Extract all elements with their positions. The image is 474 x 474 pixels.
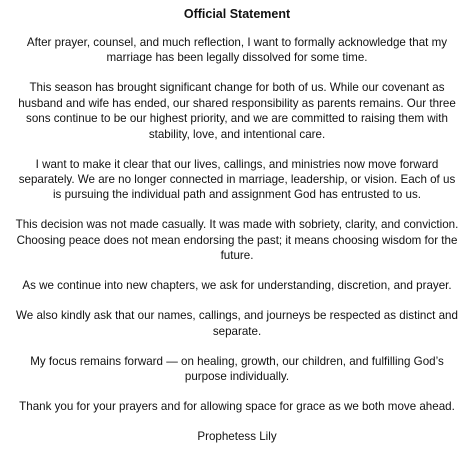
paragraph-3: I want to make it clear that our lives, callings, and ministries now move forward separately. We are no longer connected in marriage, leadership, or vision. Each of us is pursuing the individual path and assignment God has entrusted to us. <box>18 157 456 202</box>
signature: Prophetess Lily <box>197 430 277 444</box>
paragraph-8: Thank you for your prayers and for allowing space for grace as we both move ahead. <box>19 400 455 414</box>
document-title: Official Statement <box>183 7 291 21</box>
paragraph-4: This decision was not made casually. It was made with sobriety, clarity, and conviction. Choosing peace does not mean endorsing the past; it means choosing wisdom for the future. <box>15 218 459 263</box>
paragraph-7: My focus remains forward — on healing, growth, our children, and fulfilling God’s purpose individually. <box>30 354 444 384</box>
paragraph-5: As we continue into new chapters, we ask for understanding, discretion, and prayer. <box>22 279 452 293</box>
paragraph-1: After prayer, counsel, and much reflection, I want to formally acknowledge that my marriage has been legally dissolved for some time. <box>26 36 448 65</box>
paragraph-6: We also kindly ask that our names, callings, and journeys be respected as distinct and separate. <box>16 309 458 338</box>
paragraph-2: This season has brought significant change for both of us. While our covenant as husband and wife has ended, our shared responsibility as parents remains. Our three sons continue to be our highest priority, and we are committed to raising them with stability, love, and intentional care. <box>18 81 456 141</box>
